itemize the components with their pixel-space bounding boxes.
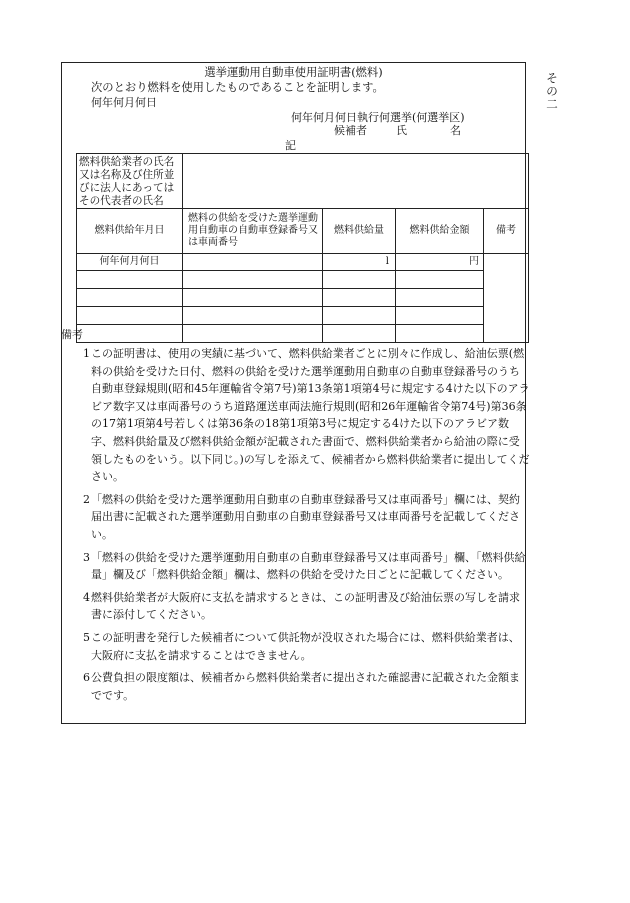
table-row [77,289,529,307]
col-header-note: 備考 [484,209,529,254]
table-row [77,254,529,271]
notes-list [60,345,530,704]
issue-date: 何年何月何日 [91,96,157,109]
row-price: 円 [396,254,484,271]
remarks-title: 備考 [61,328,83,341]
document-title: 選挙運動用自動車使用証明書(燃料) [204,66,383,79]
supplier-header-cell: 燃料供給業者の氏名又は名称及び住所並びに法人にあってはその代表者の氏名 [77,154,183,209]
col-header-price: 燃料供給金額 [396,209,484,254]
supplier-value-cell [183,154,529,209]
col-header-date: 燃料供給年月日 [77,209,183,254]
fuel-table [76,153,529,343]
table-row [77,307,529,325]
election-line: 何年何月何日執行何選挙(何選挙区) [291,111,465,124]
col-header-vehicle: 燃料の供給を受けた選挙運動用自動車の自動車登録番号又は車両番号 [183,209,323,254]
name-label-shi: 氏 [396,124,407,137]
ki-label: 記 [285,139,296,152]
list-item: 2 「燃料の供給を受けた選挙運動用自動車の自動車登録番号又は車両番号」欄には、契約届出書に記載された選挙運動用自動車の自動車登録番号又は車両番号を記載してください。 [83,492,520,541]
candidate-label: 候補者 [334,124,367,137]
col-header-amount: 燃料供給量 [323,209,396,254]
list-item: 1 この証明書は、使用の実績に基づいて、燃料供給業者ごとに別々に作成し、給油伝票(燃料の供給を受けた日付、燃料の供給を受けた選挙運動用自動車の自動車登録番号のうち自動車登録規則(昭和45年運輸省令第7号)第13条第1項第4号に規定する4けた以下のアラビア数字又は車両番号のうち道路運送車両法施行規則(昭和26年運輸省令第74号)第36条の17第1項第4号若しくは第36条の18第1項第3号に規定する4けた以下のアラビア数字、燃料供給量及び燃料供給金額が記載された書面で、燃料供給業者から給油の際に受領したものをいう。以下同じ。)の写しを添えて、候補者から燃料供給業者に提出してください。 [83,347,530,484]
row-amount: l [323,254,396,271]
row-date: 何年何月何日 [77,254,183,271]
list-item: 3 「燃料の供給を受けた選挙運動用自動車の自動車登録番号又は車両番号」欄、「燃料供給量」欄及び「燃料供給金額」欄は、燃料の供給を受けた日ごとに記載してください。 [83,550,526,582]
table-row [77,271,529,289]
name-label-mei: 名 [450,124,461,137]
intro-text: 次のとおり燃料を使用したものであることを証明します。 [91,81,384,94]
list-item: 5 この証明書を発行した候補者について供託物が没収された場合には、燃料供給業者は、大阪府に支払を請求することはできません。 [83,630,520,662]
row-vehicle [183,254,323,271]
remarks-section [60,328,530,709]
list-item: 4 燃料供給業者が大阪府に支払を請求するときは、この証明書及び給油伝票の写しを請求書に添付してください。 [83,590,520,622]
list-item: 6 公費負担の限度額は、候補者から燃料供給業者に提出された確認書に記載された金額までです。 [83,671,520,702]
form-number-label: そ の 二 [546,71,558,111]
